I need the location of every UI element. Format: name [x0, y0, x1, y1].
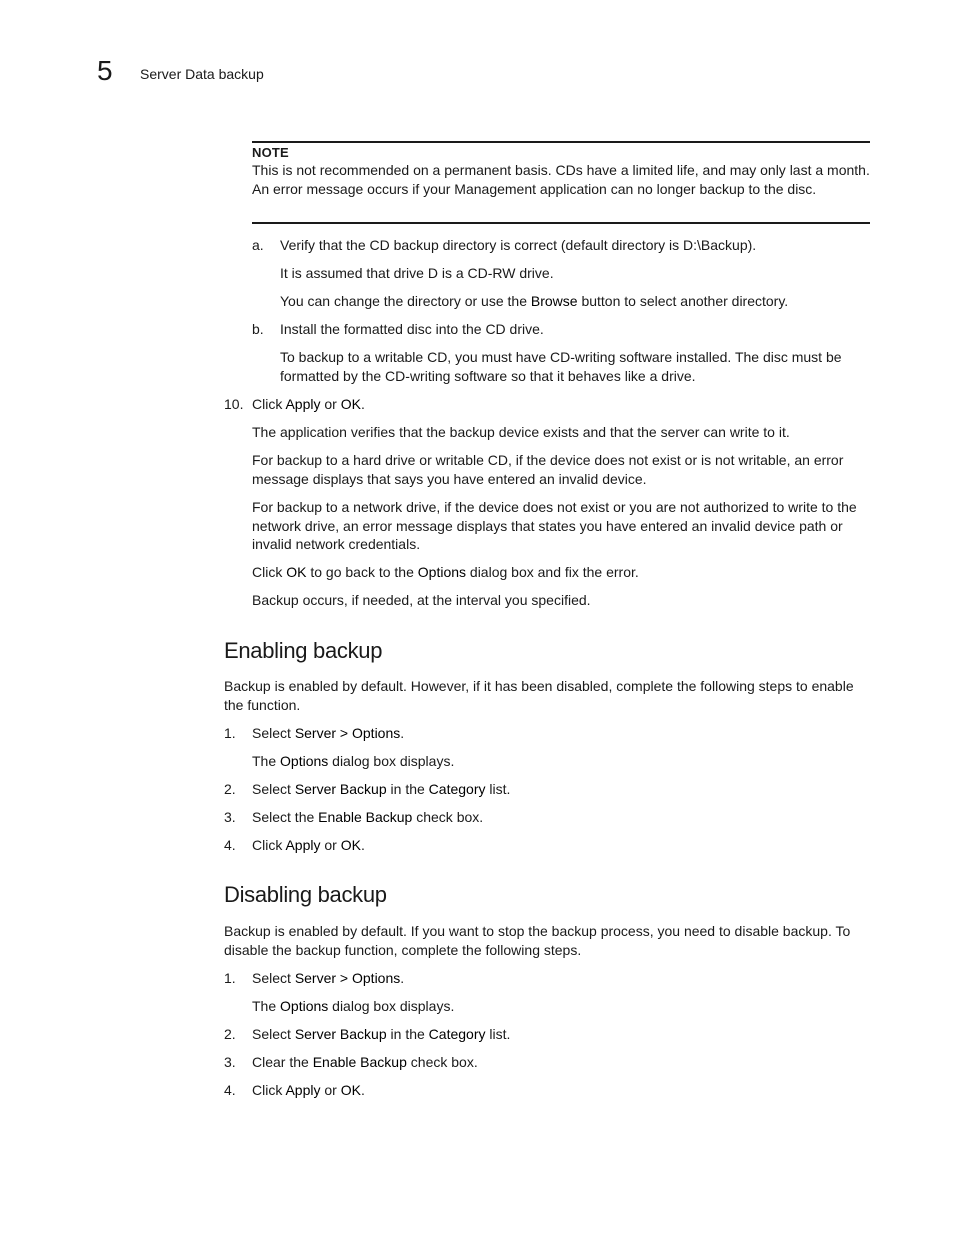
server-backup-ref: Server Backup: [294, 781, 387, 797]
note-top-rule: [252, 141, 870, 143]
note-text: This is not recommended on a permanent basis. CDs have a limited life, and may only last a month. An error message occurs if your Management application can no longer backup to the disc.: [252, 162, 870, 197]
sub-step-a-text: Verify that the CD backup directory is correct (default directory is D:\Backup).: [280, 237, 757, 253]
text-run: .: [360, 1082, 365, 1098]
step-10-network-note: For backup to a network drive, if the device does not exist or you are not authorized to write to the network drive, an error message displays that states you have entered an invalid device path or invalid network credentials.: [252, 499, 857, 552]
list-marker-3: 3.: [224, 809, 236, 825]
options-dialog-ref: Options: [417, 564, 467, 580]
text-run: .: [400, 725, 405, 741]
chapter-number: 5: [97, 55, 113, 86]
text-run: dialog box and fix the error.: [466, 564, 639, 580]
text-run: Select: [252, 1026, 295, 1042]
sub-step-a-browse: [280, 292, 900, 311]
text-run: Select the: [252, 809, 319, 825]
ok-button-ref: OK: [286, 564, 307, 580]
list-marker-4: 4.: [224, 1082, 236, 1098]
disabling-step-2: [252, 1025, 872, 1044]
step-10-hard-drive-note: For backup to a hard drive or writable CD, if the device does not exist or is not writable, an error message displays that says you have entered an invalid device.: [252, 452, 844, 487]
step-10-text: [252, 395, 872, 414]
text-run: list.: [485, 781, 511, 797]
text-run: Click: [252, 564, 287, 580]
text-run: Click: [252, 1082, 286, 1098]
server-options-menu-ref: Server > Options: [294, 725, 401, 741]
enabling-backup-heading: Enabling backup: [224, 638, 383, 663]
running-header-title: Server Data backup: [140, 66, 264, 82]
step-10-interval: Backup occurs, if needed, at the interval you specified.: [252, 592, 591, 608]
text-run: The: [252, 998, 281, 1014]
text-run: The: [252, 753, 281, 769]
list-marker-4: 4.: [224, 837, 236, 853]
options-dialog-ref: Options: [280, 753, 329, 769]
enabling-step-2: [252, 780, 872, 799]
disabling-step-4: [252, 1081, 872, 1100]
text-run: list.: [485, 1026, 511, 1042]
ok-button-ref: OK: [340, 396, 361, 412]
category-list-ref: Category: [428, 1026, 486, 1042]
text-run: Select: [252, 970, 295, 986]
list-marker-2: 2.: [224, 781, 236, 797]
text-run: check box.: [406, 1054, 478, 1070]
server-options-menu-ref: Server > Options: [294, 970, 401, 986]
text-run: to go back to the: [306, 564, 418, 580]
list-marker-1: 1.: [224, 725, 236, 741]
list-marker-2: 2.: [224, 1026, 236, 1042]
server-backup-ref: Server Backup: [294, 1026, 387, 1042]
ok-button-ref: OK: [340, 837, 361, 853]
sub-step-b-text: Install the formatted disc into the CD drive.: [280, 321, 544, 337]
step-10-fix-error: [252, 563, 872, 582]
text-run: button to select another directory.: [577, 293, 789, 309]
text-run: Clear the: [252, 1054, 313, 1070]
list-marker-3: 3.: [224, 1054, 236, 1070]
enable-backup-checkbox-ref: Enable Backup: [318, 809, 413, 825]
list-marker-b: b.: [252, 321, 264, 337]
text-run: check box.: [412, 809, 484, 825]
text-run: or: [320, 396, 341, 412]
sub-step-a-note: It is assumed that drive D is a CD-RW drive.: [280, 265, 554, 281]
text-run: in the: [386, 1026, 429, 1042]
sub-step-b-note: To backup to a writable CD, you must have CD-writing software installed. The disc must be formatted by the CD-writing software so that it behaves like a drive.: [280, 349, 842, 384]
text-run: Select: [252, 781, 295, 797]
disabling-intro: Backup is enabled by default. If you want to stop the backup process, you need to disable backup. To disable the backup function, complete the following steps.: [224, 923, 851, 958]
disabling-step-3: [252, 1053, 872, 1072]
note-bottom-rule: [252, 222, 870, 224]
enabling-step-1: [252, 724, 872, 743]
browse-button-ref: Browse: [530, 293, 578, 309]
note-label: NOTE: [252, 145, 289, 160]
text-run: in the: [386, 781, 429, 797]
enabling-step-1-result: [252, 752, 872, 771]
text-run: .: [400, 970, 405, 986]
options-dialog-ref: Options: [280, 998, 329, 1014]
disabling-backup-heading: Disabling backup: [224, 882, 387, 907]
step-10-result: The application verifies that the backup device exists and that the server can write to it.: [252, 424, 790, 440]
text-run: .: [360, 837, 365, 853]
list-marker-10: 10.: [224, 396, 244, 412]
text-run: Click: [252, 837, 286, 853]
disabling-step-1: [252, 969, 872, 988]
list-marker-a: a.: [252, 237, 264, 253]
text-run: You can change the directory or use the: [280, 293, 531, 309]
enable-backup-checkbox-ref: Enable Backup: [312, 1054, 407, 1070]
text-run: dialog box displays.: [328, 998, 455, 1014]
text-run: dialog box displays.: [328, 753, 455, 769]
text-run: Click: [252, 396, 286, 412]
disabling-step-1-result: [252, 997, 872, 1016]
apply-button-ref: Apply: [285, 396, 321, 412]
apply-button-ref: Apply: [285, 1082, 321, 1098]
ok-button-ref: OK: [340, 1082, 361, 1098]
enabling-step-4: [252, 836, 872, 855]
text-run: or: [320, 837, 341, 853]
list-marker-1: 1.: [224, 970, 236, 986]
category-list-ref: Category: [428, 781, 486, 797]
text-run: or: [320, 1082, 341, 1098]
text-run: Select: [252, 725, 295, 741]
enabling-step-3: [252, 808, 872, 827]
text-run: .: [360, 396, 365, 412]
apply-button-ref: Apply: [285, 837, 321, 853]
enabling-intro: Backup is enabled by default. However, if it has been disabled, complete the following steps to enable the function.: [224, 678, 854, 713]
